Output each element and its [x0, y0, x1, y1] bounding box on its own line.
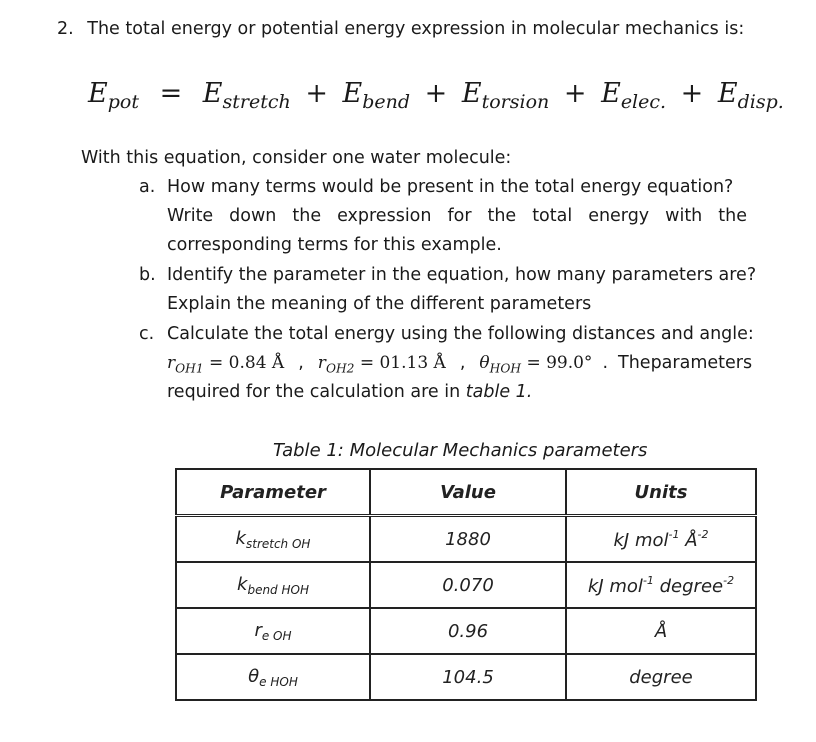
question-text: The total energy or potential energy expression in molecular mechanics is:: [87, 19, 745, 39]
units-cell: kJ mol$^{-1}$ degree$^{-2}$: [566, 562, 756, 608]
item-c-marker: c.: [139, 324, 155, 344]
param-cell: $k_{bend HOH}$: [176, 562, 370, 608]
eq-plus: +: [563, 78, 587, 109]
param-cell: $r_{e OH}$: [176, 608, 370, 654]
item-b-line2: Explain the meaning of the different parameters: [167, 294, 592, 314]
eq-lhs: $E_{pot}$: [88, 78, 139, 113]
eq-equals: =: [159, 78, 183, 109]
theta-hoh-value: $\theta_{HOH} = 99.0^\circ$: [479, 353, 593, 376]
units-cell: degree: [566, 654, 756, 700]
value-cell: 1880: [370, 516, 566, 563]
question-number: 2.: [57, 19, 74, 39]
header-parameter: Parameter: [176, 469, 370, 516]
item-a-line1: How many terms would be present in the total energy equation?: [167, 177, 734, 197]
eq-plus: +: [305, 78, 328, 109]
item-a-line2: Write down the expression for the total energy with the: [167, 206, 747, 226]
r-oh1-value: $r_{OH1} = 0.84$ Å: [167, 353, 285, 376]
table-row: [176, 516, 756, 563]
units-cell: kJ mol$^{-1}$ $Å^{-2}$: [566, 516, 756, 563]
item-b-marker: b.: [139, 265, 156, 285]
eq-term-disp: $E_{disp.}$: [717, 78, 784, 113]
units-cell: Å: [566, 608, 756, 654]
intro-text: With this equation, consider one water molecule:: [81, 148, 512, 168]
item-c-line3: required for the calculation are in table 1.: [167, 382, 533, 402]
item-a-marker: a.: [139, 177, 156, 197]
item-a-line3: corresponding terms for this example.: [167, 235, 502, 255]
item-b-line1: Identify the parameter in the equation, how many parameters are?: [167, 265, 757, 285]
value-cell: 104.5: [370, 654, 566, 700]
table-row: [176, 562, 756, 608]
parameters-table: [175, 468, 757, 701]
table-reference: table 1.: [465, 382, 533, 402]
table-caption: Table 1: Molecular Mechanics parameters: [273, 440, 648, 461]
table-row: [176, 654, 756, 700]
header-value: Value: [370, 469, 566, 516]
table-header-row: [176, 469, 756, 516]
eq-term-elec: $E_{elec.}$: [601, 78, 667, 113]
value-cell: 0.070: [370, 562, 566, 608]
eq-term-stretch: $E_{stretch}$: [202, 78, 291, 113]
item-c-line2: $r_{OH1} = 0.84$ Å , $r_{OH2} = 01.13$ Å , $\theta_{HOH} = 99.0^\circ$ . The parameters: [167, 351, 747, 380]
question-heading: [57, 17, 744, 41]
eq-plus: +: [424, 78, 448, 109]
eq-term-torsion: $E_{torsion}$: [461, 78, 550, 113]
item-c-line1: Calculate the total energy using the following distances and angle:: [167, 324, 754, 344]
header-units: Units: [566, 469, 756, 516]
eq-plus: +: [680, 78, 704, 109]
energy-equation: [88, 78, 784, 113]
r-oh2-value: $r_{OH2} = 01.13$ Å: [317, 353, 446, 376]
param-cell: $k_{stretch OH}$: [176, 516, 370, 563]
eq-term-bend: $E_{bend}$: [342, 78, 411, 113]
table-row: [176, 608, 756, 654]
param-cell: $\theta_{e HOH}$: [176, 654, 370, 700]
value-cell: 0.96: [370, 608, 566, 654]
